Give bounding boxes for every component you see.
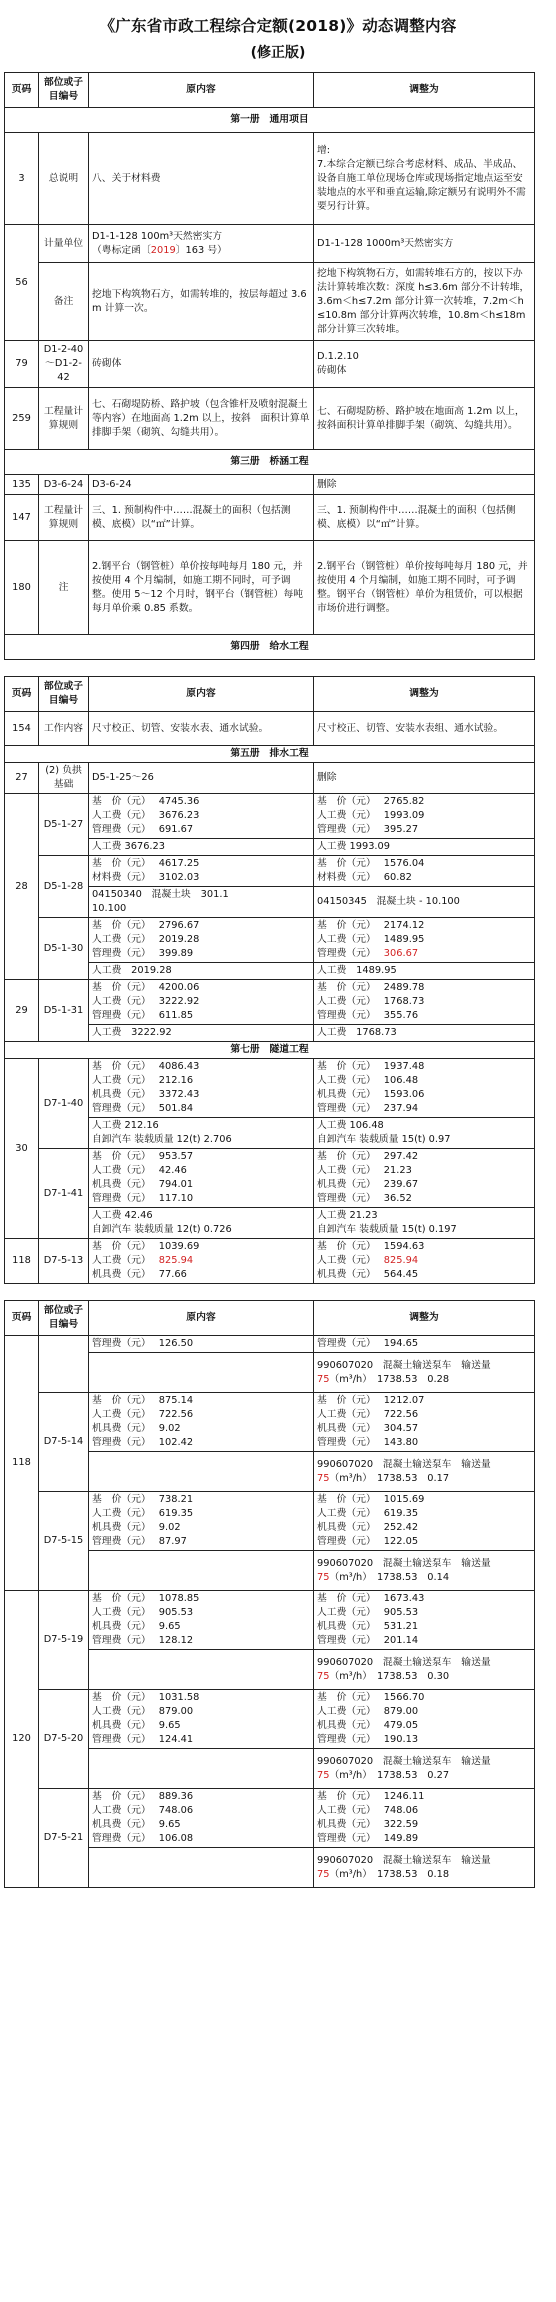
pump-line: 990607020 混凝土输送泵车 输送量 75（m³/h） 1738.53 0.28	[314, 1353, 535, 1393]
adjust-table-2	[4, 676, 535, 1284]
table-row: 29 D5-1-31 基 价（元） 4200.06 人工费（元） 3222.92 管理费（元） 611.85 基 价（元） 2489.78 人工费（元） 1768.73 管理费（元） 355.76	[5, 980, 535, 1025]
table-row: 135 D3-6-24 D3-6-24 删除	[5, 475, 535, 495]
table-row: 人工费 42.46 自卸汽车 装载质量 12(t) 0.726 人工费 21.23 自卸汽车 装载质量 15(t) 0.197	[5, 1208, 535, 1239]
section-heading: 第五册 排水工程	[5, 746, 535, 763]
table-row: 120 D7-5-19 基 价（元） 1078.85 人工费（元） 905.53 机具费（元） 9.65 管理费（元） 128.12 基 价（元） 1673.43 人工费（元） 905.53 机具费（元） 531.21 管理费（元） 201.14	[5, 1591, 535, 1650]
table-row: D5-1-28 基 价（元） 4617.25 材料费（元） 3102.03 基 价（元） 1576.04 材料费（元） 60.82	[5, 856, 535, 887]
table-row: 56 计量单位 D1-1-128 100m³天然密实方 （粤标定函〔2019〕163 号） D1-1-128 1000m³天然密实方	[5, 225, 535, 263]
table-row: 147 工程量计算规则 三、1. 预制构件中……混凝土的面积（包括测模、底模）以“㎡”计算。 三、1. 预制构件中……混凝土的面积（包括侧模、底模）以“㎡”计算。	[5, 495, 535, 541]
table-row: 259 工程量计算规则 七、石砌堤防桥、路护坡（包含锥杆及喷射混凝土等内容）在地面高 1.2m 以上，按斜 面积计算单排脚手架（砌筑、勾缝共用）。 七、石砌堤防桥、路护坡在地面高 1.2m 以上，按斜面积计算单排脚手架（砌筑、勾缝共用）。	[5, 388, 535, 450]
pump-line: 990607020 混凝土输送泵车 输送量 75（m³/h） 1738.53 0.18	[314, 1848, 535, 1888]
table-row: 人工费 2019.28 人工费 1489.95	[5, 963, 535, 980]
adjust-table-3	[4, 1300, 535, 1888]
table-row: 30 D7-1-40 基 价（元） 4086.43 人工费（元） 212.16 机具费（元） 3372.43 管理费（元） 501.84 基 价（元） 1937.48 人工费（元） 106.48 机具费（元） 1593.06 管理费（元） 237.94	[5, 1059, 535, 1118]
table-row: 118 D7-5-13 基 价（元） 1039.69 人工费（元） 825.94 机具费（元） 77.66 基 价（元） 1594.63 人工费（元） 825.94 机具费（元） 564.45	[5, 1239, 535, 1284]
section-heading: 第三册 桥涵工程	[5, 450, 535, 475]
table-row: 28 D5-1-27 基 价（元） 4745.36 人工费（元） 3676.23 管理费（元） 691.67 基 价（元） 2765.82 人工费（元） 1993.09 管理费（元） 395.27	[5, 794, 535, 839]
page	[0, 14, 556, 1888]
doc-subtitle: (修正版)	[250, 45, 306, 61]
section-heading: 第四册 给水工程	[5, 635, 535, 660]
header-original: 原内容	[89, 73, 314, 108]
doc-title: 《广东省市政工程综合定额(2018)》动态调整内容	[99, 17, 457, 35]
table-row: D7-5-15 基 价（元） 738.21 人工费（元） 619.35 机具费（元） 9.02 管理费（元） 87.97 基 价（元） 1015.69 人工费（元） 619.35 机具费（元） 252.42 管理费（元） 122.05	[5, 1492, 535, 1551]
table-header-row	[5, 73, 535, 108]
table-row: D7-5-21 基 价（元） 889.36 人工费（元） 748.06 机具费（元） 9.65 管理费（元） 106.08 基 价（元） 1246.11 人工费（元） 748.06 机具费（元） 322.59 管理费（元） 149.89	[5, 1789, 535, 1848]
table-row: 154 工作内容 尺寸校正、切管、安装水表、通水试验。 尺寸校正、切管、安装水表组、通水试验。	[5, 712, 535, 746]
table-row: 备注 挖地下构筑物石方，如需转堆的，按层每超过 3.6m 计算一次。 挖地下构筑物石方，如需转堆石方的，按以下办法计算转堆次数：深度 h≤3.6m 部分不计转堆，3.6m＜h≤7.2m 部分计算一次转堆，7.2m＜h≤10.8m 部分计算两次转堆，10.8m＜h≤18m 部分计算三次转堆。	[5, 263, 535, 341]
table-row: D7-5-20 基 价（元） 1031.58 人工费（元） 879.00 机具费（元） 9.65 管理费（元） 124.41 基 价（元） 1566.70 人工费（元） 879.00 机具费（元） 479.05 管理费（元） 190.13	[5, 1690, 535, 1749]
pump-line: 990607020 混凝土输送泵车 输送量 75（m³/h） 1738.53 0.27	[314, 1749, 535, 1789]
table-row: 人工费 212.16 自卸汽车 装载质量 12(t) 2.706 人工费 106.48 自卸汽车 装载质量 15(t) 0.97	[5, 1118, 535, 1149]
pump-line: 990607020 混凝土输送泵车 输送量 75（m³/h） 1738.53 0.14	[314, 1551, 535, 1591]
header-adjusted: 调整为	[314, 73, 535, 108]
table-header-row: 页码 部位或子目编号 原内容 调整为	[5, 1301, 535, 1336]
table-row: 180 注 2.钢平台（钢管桩）单价按每吨每月 180 元，并按使用 4 个月编制，如施工期不同时，可予调整。使用 5～12 个月时，钢平台（钢管桩）每吨每月单价乘 0.85 系数。 2.钢平台（钢管桩）单价按每吨每月 180 元，并按使用 4 个月编制，如施工期不同时，可予调整。钢平台（钢管桩）单价为租赁价，可以根据市场价进行调整。	[5, 541, 535, 635]
table-row: 人工费 3222.92 人工费 1768.73	[5, 1025, 535, 1042]
pump-line: 990607020 混凝土输送泵车 输送量 75（m³/h） 1738.53 0.17	[314, 1452, 535, 1492]
table-row: 79 D1-2-40～D1-2-42 砖砌体 D.1.2.10 砖砌体	[5, 341, 535, 388]
header-part: 部位或子目编号	[39, 73, 89, 108]
header-page: 页码	[5, 73, 39, 108]
pump-line: 990607020 混凝土输送泵车 输送量 75（m³/h） 1738.53 0.30	[314, 1650, 535, 1690]
table-row: D7-5-14 基 价（元） 875.14 人工费（元） 722.56 机具费（元） 9.02 管理费（元） 102.42 基 价（元） 1212.07 人工费（元） 722.56 机具费（元） 304.57 管理费（元） 143.80	[5, 1393, 535, 1452]
table-row: 3 总说明 八、关于材料费 增: 7.本综合定额已综合考虑材料、成品、半成品、设备自施工单位现场仓库或现场指定地点运至安装地点的水平和垂直运输,除定额另有说明外不需要另行计算。	[5, 133, 535, 225]
section-heading: 第七册 隧道工程	[5, 1042, 535, 1059]
table-row: 118 管理费（元） 126.50 管理费（元） 194.65	[5, 1336, 535, 1353]
section-heading: 第一册 通用项目	[5, 108, 535, 133]
table-row: D5-1-30 基 价（元） 2796.67 人工费（元） 2019.28 管理费（元） 399.89 基 价（元） 2174.12 人工费（元） 1489.95 管理费（元） 306.67	[5, 918, 535, 963]
adjust-table-1	[4, 72, 535, 660]
table-row: 04150340 混凝土块 301.1 10.100 04150345 混凝土块 - 10.100	[5, 887, 535, 918]
table-header-row: 页码 部位或子目编号 原内容 调整为	[5, 677, 535, 712]
table-row: 人工费 3676.23 人工费 1993.09	[5, 839, 535, 856]
table-row: 27 (2) 负拱基础 D5-1-25～26 删除	[5, 763, 535, 794]
table-row: D7-1-41 基 价（元） 953.57 人工费（元） 42.46 机具费（元） 794.01 管理费（元） 117.10 基 价（元） 297.42 人工费（元） 21.23 机具费（元） 239.67 管理费（元） 36.52	[5, 1149, 535, 1208]
